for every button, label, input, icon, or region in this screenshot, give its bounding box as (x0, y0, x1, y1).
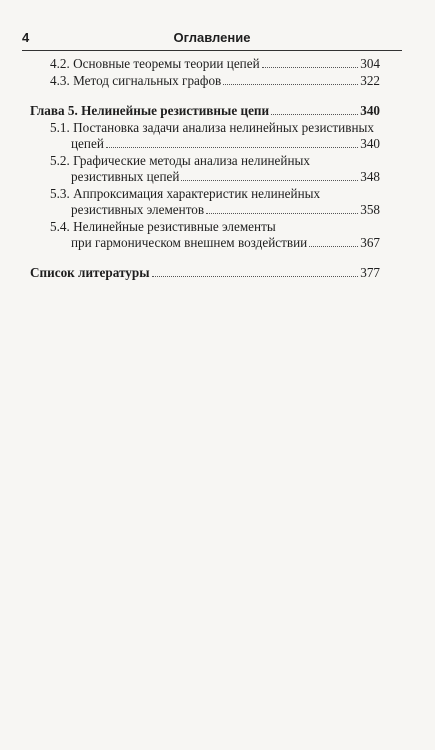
toc-entry-page: 340 (360, 103, 380, 118)
toc-entry-5-4-line1[interactable]: 5.4. Нелинейные резистивные элементы (50, 219, 276, 234)
toc-entry-title-continued: резистивных элементов (71, 202, 205, 217)
toc-entry-title-continued: цепей (71, 136, 104, 151)
toc-entry-5-3[interactable] (71, 202, 380, 218)
toc-entry-page: 340 (360, 136, 380, 151)
toc-entry-5-2-line1[interactable]: 5.2. Графические методы анализа нелинейных (50, 153, 310, 168)
leader-dots (271, 113, 358, 115)
toc-entry-5-4[interactable] (71, 235, 380, 251)
toc-entry-5-3-line1[interactable]: 5.3. Аппроксимация характеристик нелинейных (50, 186, 321, 201)
page-number: 4 (22, 30, 30, 45)
toc-bibliography[interactable] (30, 265, 380, 281)
toc-entry-4-2[interactable] (50, 56, 380, 72)
leader-dots (152, 275, 359, 277)
toc-chapter-title: Список литературы (30, 265, 150, 280)
leader-dots (262, 66, 359, 68)
toc-chapter-title: Глава 5. Нелинейные резистивные цепи (30, 103, 270, 118)
toc-entry-page: 358 (360, 202, 380, 217)
toc-entry-title-continued: резистивных цепей (71, 169, 180, 184)
leader-dots (309, 245, 358, 247)
toc-entry-4-3[interactable] (50, 73, 380, 89)
running-header (22, 28, 402, 51)
toc-entry-title: 4.2. Основные теоремы теории цепей (50, 56, 260, 71)
toc-entry-page: 377 (360, 265, 380, 280)
leader-dots (106, 146, 358, 148)
toc-entry-title-continued: при гармоническом внешнем воздействии (71, 235, 308, 250)
toc-entry-page: 348 (360, 169, 380, 184)
toc-entry-5-1[interactable] (71, 136, 380, 152)
toc-entry-page: 367 (360, 235, 380, 250)
toc-entry-title: 4.3. Метод сигнальных графов (50, 73, 222, 88)
leader-dots (181, 179, 358, 181)
page-title: Оглавление (173, 30, 251, 45)
toc-entry-page: 322 (360, 73, 380, 88)
toc-entry-5-1-line1[interactable]: 5.1. Постановка задачи анализа нелинейных резистивных (50, 120, 374, 135)
toc-entry-page: 304 (360, 56, 380, 71)
leader-dots (206, 212, 358, 214)
toc-chapter-5[interactable] (30, 103, 380, 119)
toc-entry-5-2[interactable] (71, 169, 380, 185)
leader-dots (223, 83, 358, 85)
